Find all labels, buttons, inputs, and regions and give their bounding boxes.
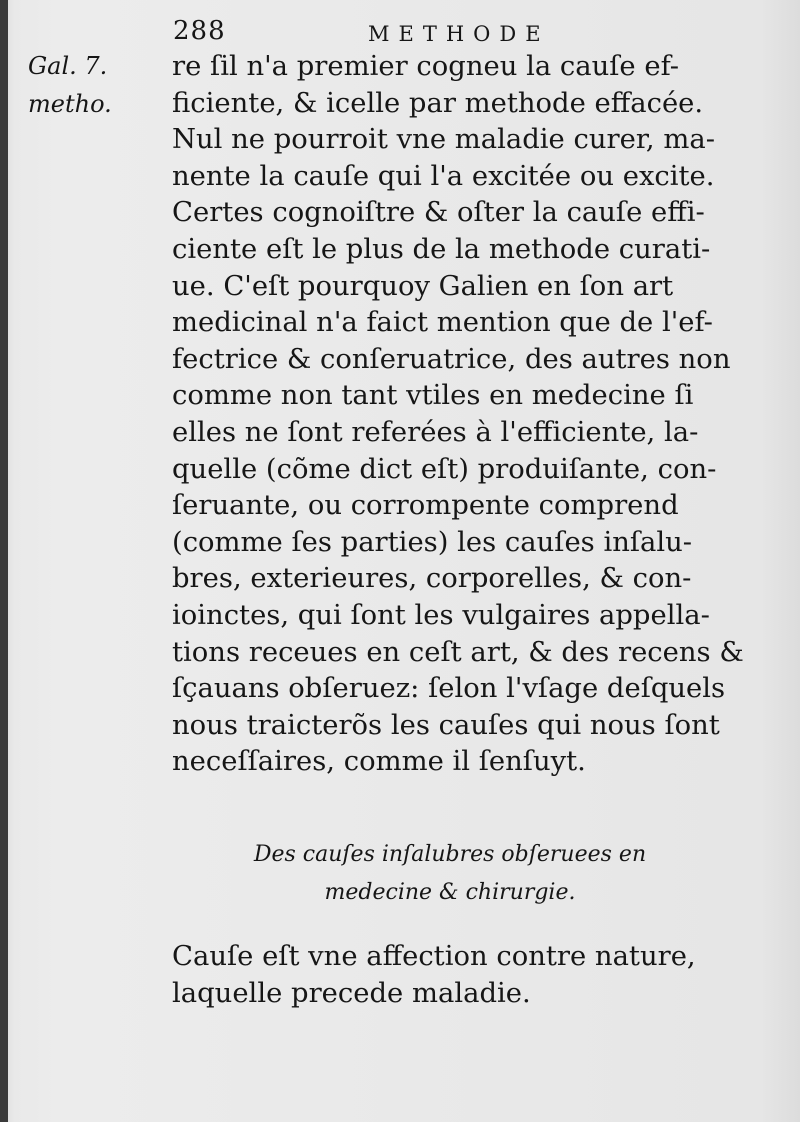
text-line: ficiente, & icelle par methode effacée. [172, 86, 704, 119]
text-line: elles ne ſont referées à l'efficiente, la- [172, 415, 699, 448]
text-line: Cauſe eſt vne affection contre nature, [172, 940, 696, 972]
body-paragraph [172, 48, 782, 780]
text-line: tions receues en ceſt art, & des recens & [172, 635, 744, 668]
text-line: medicinal n'a faict mention que de l'ef- [172, 306, 713, 339]
text-line: neceſſaires, comme il ſenſuyt. [172, 745, 586, 778]
text-line: ioinctes, qui ſont les vulgaires appella- [172, 598, 710, 631]
marginal-note-keyword: metho. [28, 90, 112, 118]
section-heading [180, 836, 720, 912]
page-gutter-shadow [0, 0, 8, 1122]
text-line: quelle (cõme dict eſt) produiſante, con- [172, 452, 717, 485]
text-line: ciente eſt le plus de la methode curati- [172, 232, 711, 265]
text-line: ue. C'eſt pourquoy Galien en ſon art [172, 269, 674, 302]
text-line: re ſil n'a premier cogneu la cauſe ef- [172, 50, 680, 82]
text-line: ſçauans obſeruez: ſelon l'vſage deſquels [172, 672, 726, 705]
page-number: 288 [173, 16, 226, 46]
text-line: Certes cognoiſtre & oſter la cauſe effi- [172, 196, 705, 229]
page-header [0, 10, 800, 50]
text-line: (comme ſes parties) les cauſes inſalu- [172, 525, 693, 558]
heading-line: medecine & chirurgie. [324, 880, 576, 905]
text-line: laquelle precede maladie. [172, 976, 531, 1009]
text-line: bres, exterieures, corporelles, & con- [172, 562, 692, 595]
text-line: comme non tant vtiles en medecine ſi [172, 379, 694, 412]
closing-paragraph [172, 938, 782, 1011]
heading-line: Des cauſes inſalubres obſeruees en [253, 842, 647, 867]
text-line: fectrice & conſeruatrice, des autres non [172, 342, 731, 375]
text-line: Nul ne pourroit vne maladie curer, ma- [172, 123, 715, 156]
running-title: METHODE [368, 22, 550, 46]
marginal-note-citation: Gal. 7. [28, 52, 108, 80]
text-line: nente la cauſe qui l'a excitée ou excite. [172, 159, 715, 192]
text-line: ſeruante, ou corrompente comprend [172, 489, 679, 522]
text-line: nous traicterõs les cauſes qui nous ſont [172, 708, 720, 741]
